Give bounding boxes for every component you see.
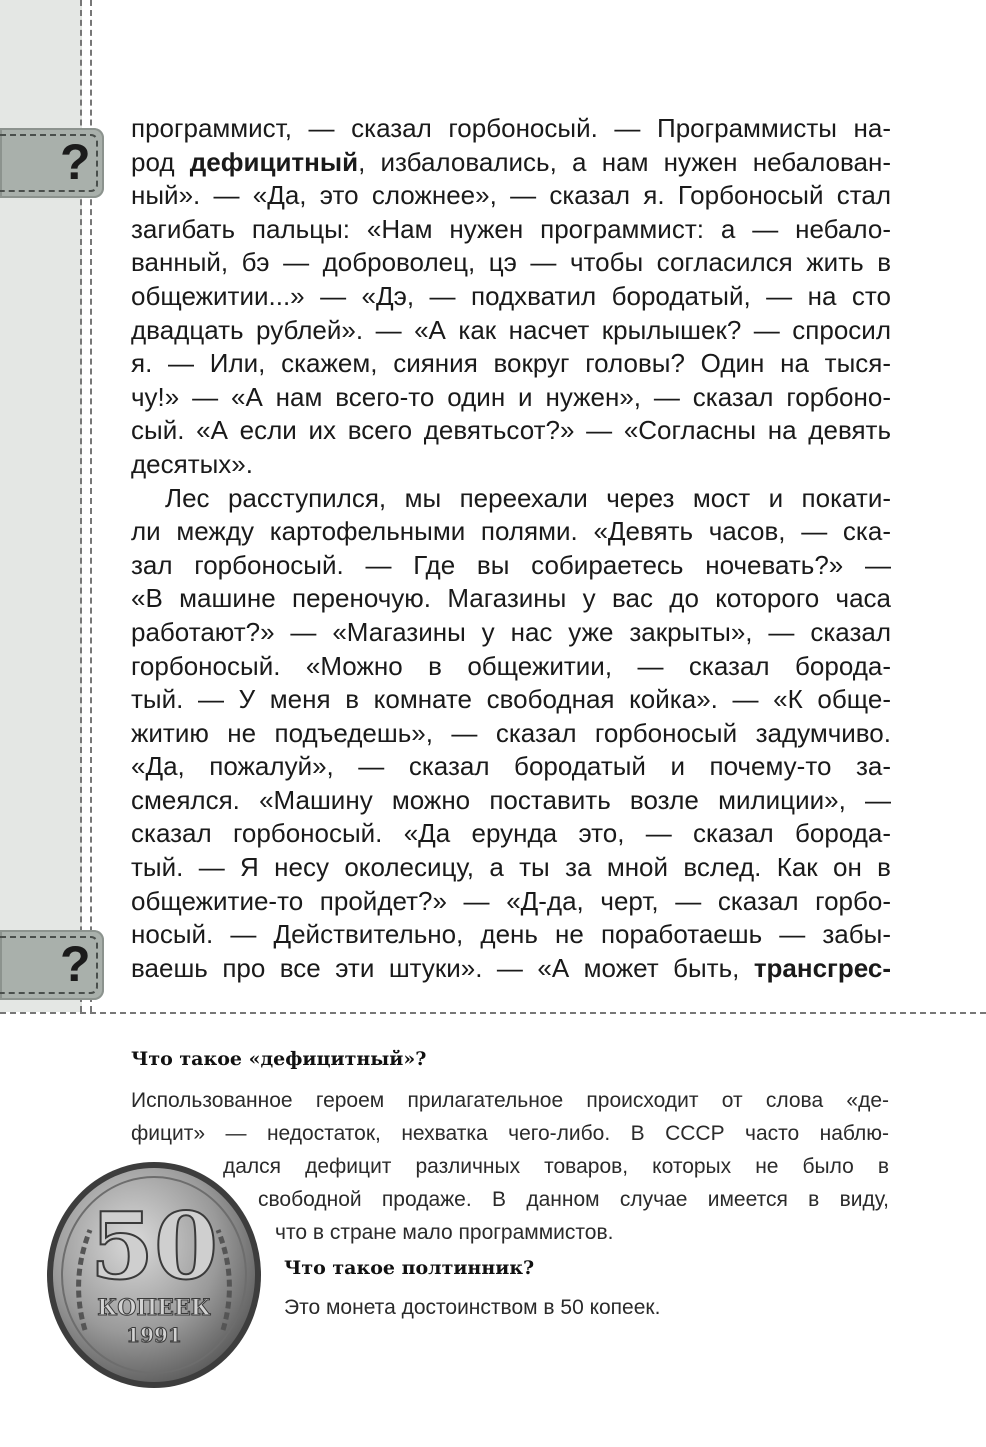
bold-term: трансгрес- [753,952,891,983]
text-segment: двадцать рублей». — «А как насчет крылышек? — спросил [131,314,891,345]
text-line [131,885,891,919]
text-line [131,817,891,851]
text-line [131,952,891,986]
text-line [131,515,891,549]
text-line [131,381,891,415]
text-segment: я. — Или, скажем, сияния вокруг головы? Один на тыся- [131,348,891,379]
text-segment: носый. — Действительно, день не поработаешь — забы- [131,919,891,950]
text-segment: ваешь про все эти штуки». — «А может быть, [131,952,754,983]
text-segment: зал горбоносый. — Где вы собираетесь ночевать?» — [131,549,891,580]
glossary-text-line: фицит» — недостаток, нехватка чего-либо. В СССР часто наблю- [131,1122,889,1145]
text-line [131,146,891,180]
text-line [131,650,891,684]
coin-year: 1991 [126,1323,182,1347]
glossary-text-line: свободной продаже. В данном случае имеется в виду, [258,1188,889,1211]
text-segment: загибать пальцы: «Нам нужен программист: а — небало- [131,213,891,244]
glossary-text-line: дался дефицит различных товаров, которых не было в [223,1155,889,1178]
text-line [131,784,891,818]
text-line [131,717,891,751]
text-line [131,851,891,885]
text-segment: тый. — У меня в комнате свободная койка». — «К обще- [131,684,891,715]
text-line [131,482,891,516]
question-mark-icon: ? [60,134,91,190]
glossary-text-line: что в стране мало программистов. [275,1221,614,1244]
text-segment: сый. «А если их всего девятьсот?» — «Согласны на девять [131,415,891,446]
text-line [131,112,891,146]
text-segment: общежитии...» — «Дэ, — подхватил бородатый, — на сто [131,280,891,311]
text-line [131,280,891,314]
coin-value: 50 [89,1192,219,1300]
text-segment: ванный, бэ — доброволец, цэ — чтобы согласился жить в [131,247,891,278]
glossary-title-poltinnik: Что такое полтинник? [284,1257,535,1279]
text-segment: «Да, пожалуй», — сказал бородатый и почему-то за- [131,751,891,782]
text-line [131,750,891,784]
text-line [131,314,891,348]
text-line [131,213,891,247]
main-story-text [131,112,891,985]
text-segment: житию не подъедешь», — сказал горбоносый задумчиво. [131,717,891,748]
text-segment: ли между картофельными полями. «Девять часов, — ска- [131,516,891,547]
glossary-text-poltinnik: Это монета достоинством в 50 копеек. [284,1296,661,1319]
text-line [131,179,891,213]
text-line [131,616,891,650]
text-line [131,918,891,952]
glossary-text-line: Использованное героем прилагательное происходит от слова «де- [131,1089,889,1112]
text-segment: тый. — Я несу околесицу, а ты за мной вслед. Как он в [131,852,891,883]
text-segment: горбоносый. «Можно в общежитии, — сказал борода- [131,650,891,681]
text-segment: Лес расступился, мы переехали через мост и покати- [165,482,891,513]
question-tab-top [0,128,104,198]
section-divider-dashed [0,1012,986,1014]
coin-word: КОПЕЕК [97,1295,211,1321]
text-line [131,414,891,448]
text-line [131,347,891,381]
text-segment: , избаловались, а нам нужен небалован- [358,146,891,177]
text-line [131,246,891,280]
text-segment: род [131,146,190,177]
text-segment: сказал горбоносый. «Да ерунда это, — сказал борода- [131,818,891,849]
question-mark-icon: ? [60,936,91,992]
bold-term: дефицитный [189,146,359,177]
text-line [131,582,891,616]
text-segment: смеялся. «Машину можно поставить возле милиции», — [131,784,891,815]
text-line [131,448,891,482]
text-line [131,549,891,583]
question-tab-bottom [0,930,104,1000]
text-line [131,683,891,717]
text-segment: чу!» — «А нам всего-то один и нужен», — сказал горбоно- [131,381,891,412]
text-segment: «В машине переночую. Магазины у вас до которого часа [131,583,891,614]
coin-50-kopeks-image [45,1160,263,1390]
text-segment: ный». — «Да, это сложнее», — сказал я. Горбоносый стал [131,180,891,211]
text-segment: программист, — сказал горбоносый. — Программисты на- [131,113,891,143]
glossary-title-deficit: Что такое «дефицитный»? [131,1048,427,1070]
text-segment: десятых». [131,448,253,479]
text-segment: общежитие-то пройдет?» — «Д-да, черт, — сказал горбо- [131,885,891,916]
text-segment: работают?» — «Магазины у нас уже закрыты», — сказал [131,616,891,647]
